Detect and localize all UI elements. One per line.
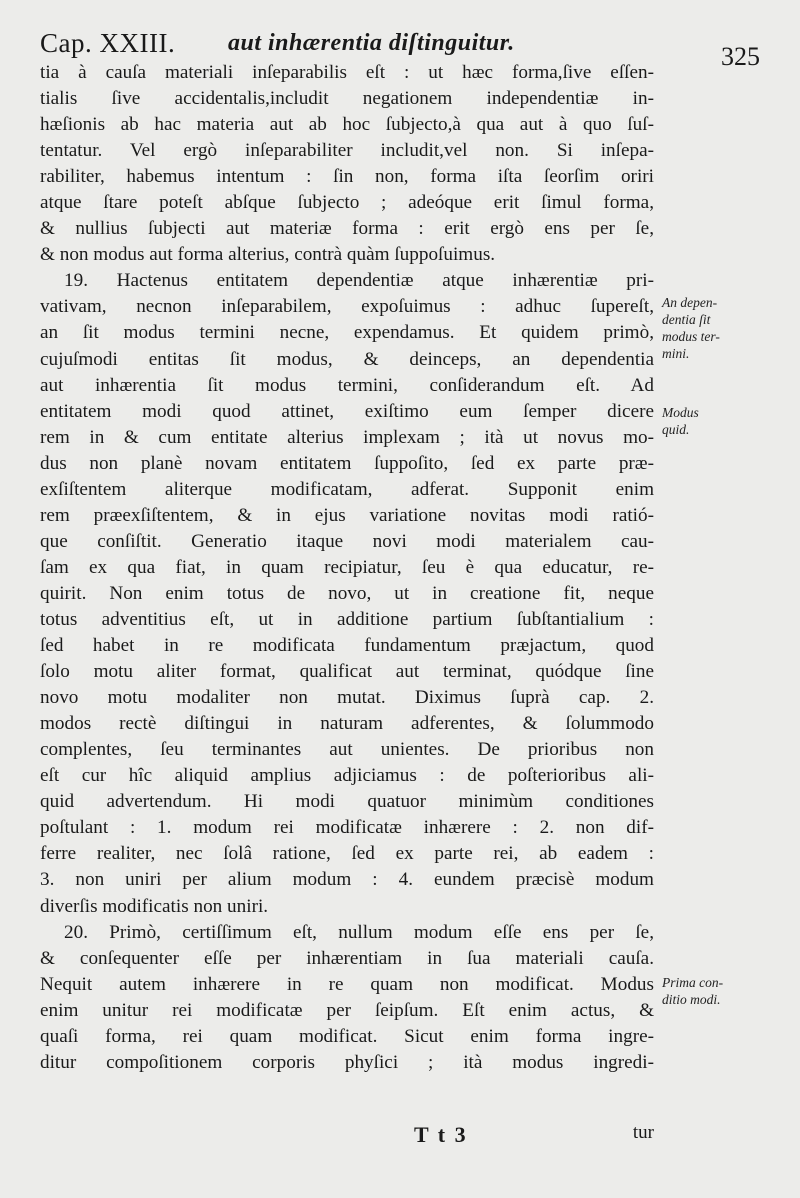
- text-line: & nullius ſubjecti aut materiæ forma : erit ergò ens per ſe,: [40, 218, 654, 240]
- text-line: modos rectè diſtingui in naturam adferentes, & ſolummodo: [40, 713, 654, 735]
- margin-note-modus-quid: [662, 404, 782, 438]
- margin-note-line: ditio modi.: [662, 992, 721, 1007]
- body-text: [40, 60, 654, 1076]
- text-line: cujuſmodi entitas ſit modus, & deinceps, an dependentia: [40, 348, 654, 370]
- text-line: eſt cur hîc aliquid amplius adjiciamus : de poſterioribus ali-: [40, 765, 654, 787]
- margin-note-line: An depen-: [662, 295, 718, 310]
- text-line: tentatur. Vel ergò inſeparabiliter includit,vel non. Si inſepa-: [40, 140, 654, 162]
- text-line: an ſit modus termini necne, expendamus. Et quidem primò,: [40, 322, 654, 344]
- text-line: hæſionis ab hac materia aut ab hoc ſubjecto,à qua aut à quo ſuſ-: [40, 114, 654, 136]
- margin-note-line: mini.: [662, 346, 690, 361]
- text-line: exſiſtentem aliterque modificatam, adferat. Supponit enim: [40, 478, 654, 500]
- text-line: ferre realiter, nec ſolâ ratione, ſed ex parte rei, ab eadem :: [40, 843, 654, 865]
- margin-note-an-dependentia: [662, 294, 782, 362]
- text-line: ſam ex qua fiat, in quam recipiatur, ſeu è qua educatur, re-: [40, 556, 654, 578]
- running-title: aut inhærentia diſtinguitur.: [228, 30, 515, 56]
- text-line: 20. Primò, certiſſimum eſt, nullum modum eſſe ens per ſe,: [64, 921, 654, 943]
- text-line: tialis ſive accidentalis,includit negationem independentiæ in-: [40, 88, 654, 110]
- text-line: & non modus aut forma alterius, contrà quàm ſuppoſuimus.: [40, 244, 496, 266]
- text-line: rabiliter, habemus intentum : ſin non, forma iſta ſeorſim oriri: [40, 166, 654, 188]
- text-line: que conſiſtit. Generatio itaque novi modi materialem cau-: [40, 530, 654, 552]
- text-line: & conſequenter eſſe per inhærentiam in ſua materiali cauſa.: [40, 947, 654, 969]
- text-line: tia à cauſa materiali inſeparabilis eſt : ut hæc forma,ſive eſſen-: [40, 62, 654, 83]
- text-line: diverſis modificatis non uniri.: [40, 895, 269, 917]
- signature-mark: T t 3: [414, 1122, 468, 1147]
- page-footer: [40, 1122, 654, 1156]
- text-line: 3. non uniri per alium modum : 4. eundem præcisè modum: [40, 869, 654, 891]
- text-line: entitatem modi quod attinet, exiſtimo eum ſemper dicere: [40, 400, 654, 422]
- text-line: ditur compoſitionem corporis phyſici ; ità modus ingredi-: [40, 1051, 654, 1073]
- text-line: ſolo motu aliter format, qualificat aut terminat, quódque ſine: [40, 661, 654, 683]
- text-line: complentes, ſeu terminantes aut unientes. De prioribus non: [40, 739, 654, 761]
- margin-note-prima-conditio: [662, 974, 782, 1008]
- text-line: quaſi forma, rei quam modificat. Sicut enim forma ingre-: [40, 1025, 654, 1047]
- text-line: ſed habet in re modificata fundamentum præjactum, quod: [40, 635, 654, 657]
- catchword: tur: [632, 1122, 654, 1143]
- page-header: [40, 24, 760, 71]
- page-number: 325: [721, 42, 760, 71]
- text-line: 19. Hactenus entitatem dependentiæ atque inhærentiæ pri-: [64, 270, 654, 292]
- margin-note-line: dentia ſit: [662, 312, 711, 327]
- text-line: vativam, necnon inſeparabilem, expoſuimus : adhuc ſupereſt,: [40, 296, 654, 318]
- text-line: aut inhærentia ſit modus termini, conſiderandum eſt. Ad: [40, 374, 654, 396]
- text-line: novo motu modaliter non mutat. Diximus ſuprà cap. 2.: [40, 687, 654, 709]
- margin-note-line: Modus: [662, 405, 699, 420]
- text-line: rem in & cum entitate alterius implexam ; ità ut novus mo-: [40, 426, 654, 448]
- text-line: poſtulant : 1. modum rei modificatæ inhærere : 2. non dif-: [40, 817, 654, 839]
- text-line: atque ſtare poteſt abſque ſubjecto ; adeóque erit ſimul forma,: [40, 192, 654, 214]
- text-line: quirit. Non enim totus de novo, ut in creatione fit, neque: [40, 582, 654, 604]
- text-line: Nequit autem inhærere in re quam non modificat. Modus: [40, 973, 654, 995]
- text-line: rem præexſiſtentem, & in ejus variatione novitas modi ratió-: [40, 504, 654, 526]
- chapter-heading: Cap. XXIII.: [40, 28, 176, 58]
- text-line: dus non planè novam entitatem ſuppoſito, ſed ex parte præ-: [40, 452, 654, 474]
- text-line: quid advertendum. Hi modi quatuor minimùm conditiones: [40, 791, 654, 813]
- text-line: totus adventitius eſt, ut in additione partium ſubſtantialium :: [40, 608, 654, 630]
- text-line: enim unitur rei modificatæ per ſeipſum. Eſt enim actus, &: [40, 999, 654, 1021]
- margin-note-line: modus ter-: [662, 329, 720, 344]
- margin-note-line: Prima con-: [662, 975, 724, 990]
- margin-note-line: quid.: [662, 422, 690, 437]
